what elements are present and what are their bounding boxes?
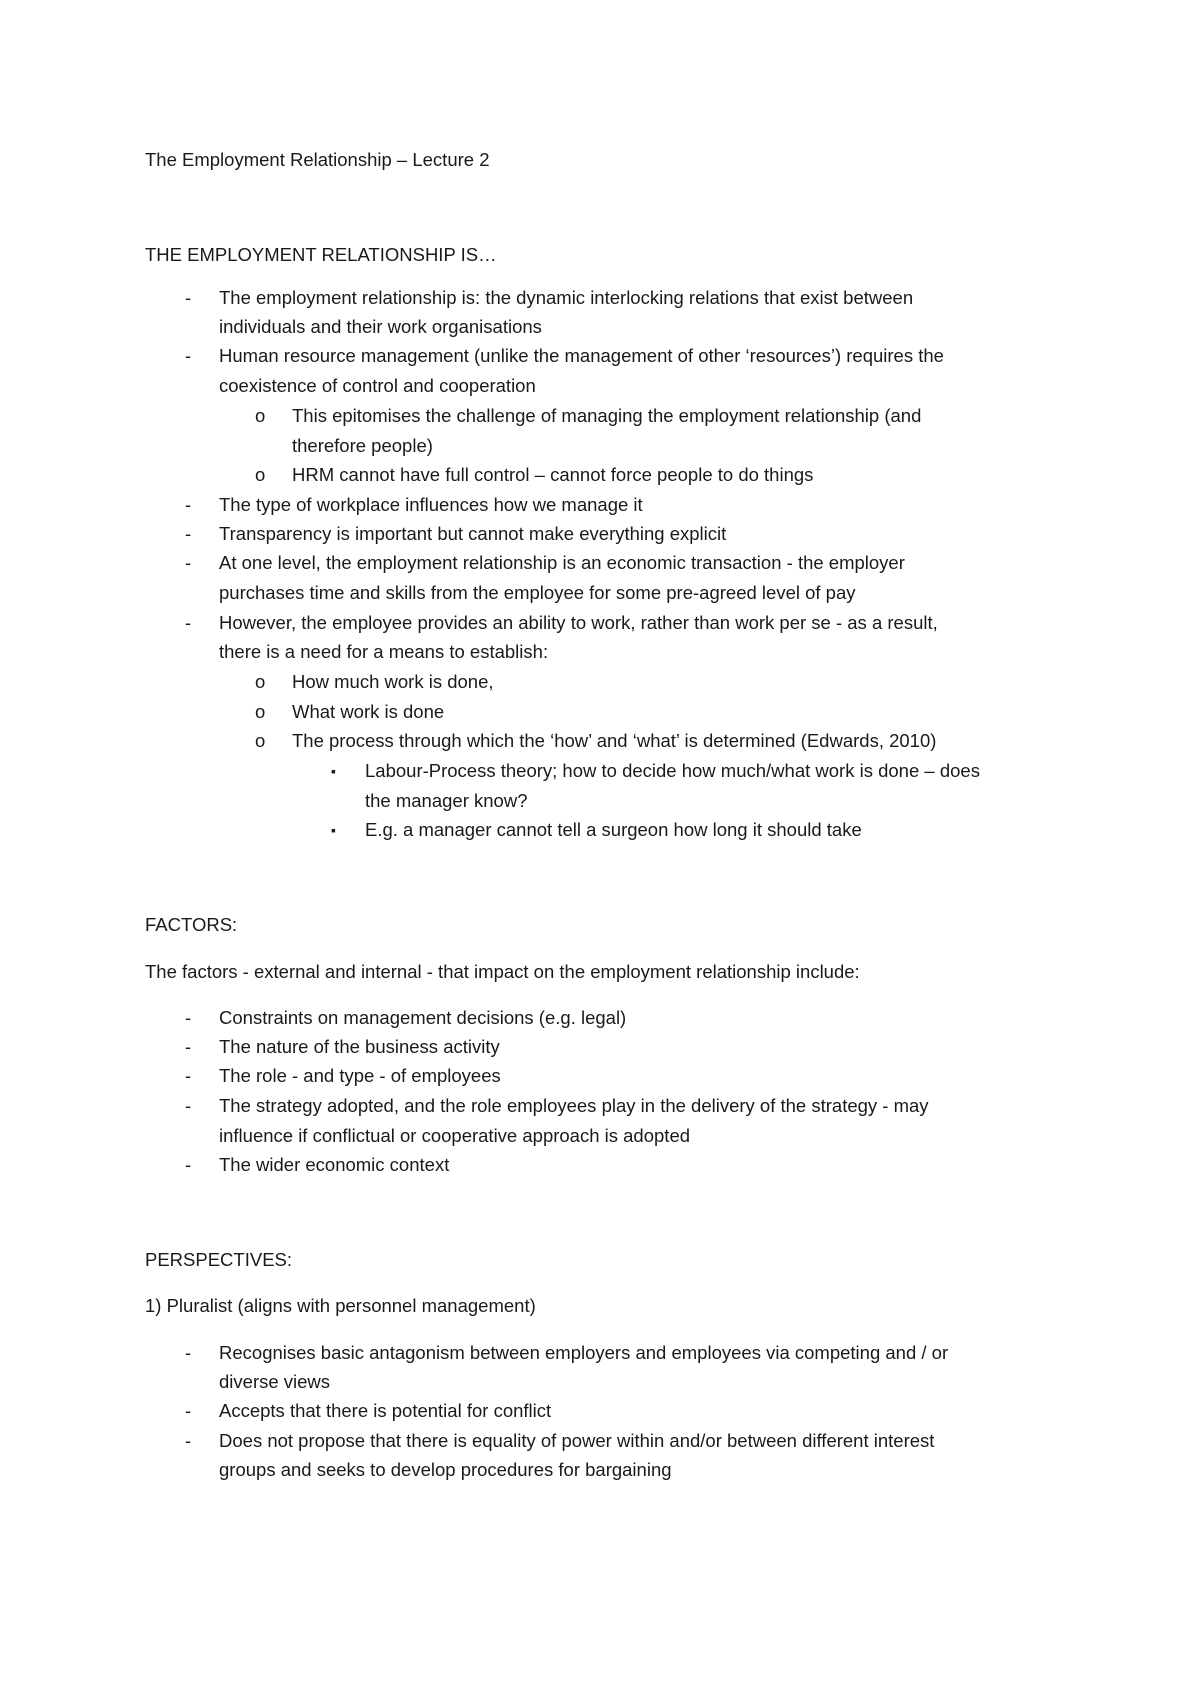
section-heading-factors: FACTORS:: [145, 914, 238, 935]
dash-marker: -: [185, 1430, 192, 1451]
list-item-continuation: diverse views: [219, 1371, 331, 1392]
list-item: Transparency is important but cannot make everything explicit: [219, 523, 727, 544]
document-title: The Employment Relationship – Lecture 2: [145, 149, 490, 170]
list-item-continuation: individuals and their work organisations: [219, 316, 542, 337]
dash-marker: -: [185, 494, 192, 515]
list-item: Does not propose that there is equality of power within and/or between different interest: [219, 1430, 935, 1451]
list-item: Accepts that there is potential for conflict: [219, 1400, 552, 1421]
section-heading-perspectives: PERSPECTIVES:: [145, 1249, 293, 1270]
list-item: Constraints on management decisions (e.g. legal): [219, 1007, 627, 1028]
list-item: The employment relationship is: the dynamic interlocking relations that exist between: [219, 287, 914, 308]
dash-marker: -: [185, 1036, 192, 1057]
dash-marker: -: [185, 1095, 192, 1116]
circle-marker: o: [255, 730, 266, 751]
dash-marker: -: [185, 523, 192, 544]
dash-marker: -: [185, 287, 192, 308]
sub-list-item: The process through which the ‘how’ and ‘what’ is determined (Edwards, 2010): [292, 730, 937, 751]
list-item: The role - and type - of employees: [219, 1065, 501, 1086]
section-heading-relationship: THE EMPLOYMENT RELATIONSHIP IS…: [145, 244, 497, 265]
dash-marker: -: [185, 1007, 192, 1028]
tertiary-list-item-continuation: the manager know?: [365, 790, 528, 811]
list-item: The nature of the business activity: [219, 1036, 500, 1057]
list-item-continuation: purchases time and skills from the employee for some pre-agreed level of pay: [219, 582, 856, 603]
dash-marker: -: [185, 1154, 192, 1175]
square-marker: ▪: [331, 822, 336, 838]
subheading: 1) Pluralist (aligns with personnel management): [145, 1295, 536, 1316]
tertiary-list-item: Labour-Process theory; how to decide how much/what work is done – does: [365, 760, 980, 781]
dash-marker: -: [185, 1065, 192, 1086]
list-item: The wider economic context: [219, 1154, 450, 1175]
sub-list-item: How much work is done,: [292, 671, 494, 692]
list-item-continuation: coexistence of control and cooperation: [219, 375, 536, 396]
list-item: However, the employee provides an ability to work, rather than work per se - as a result,: [219, 612, 938, 633]
dash-marker: -: [185, 1342, 192, 1363]
dash-marker: -: [185, 612, 192, 633]
list-item: The type of workplace influences how we manage it: [219, 494, 643, 515]
dash-marker: -: [185, 345, 192, 366]
circle-marker: o: [255, 671, 266, 692]
list-item-continuation: there is a need for a means to establish:: [219, 641, 549, 662]
tertiary-list-item: E.g. a manager cannot tell a surgeon how long it should take: [365, 819, 862, 840]
list-item: Human resource management (unlike the management of other ‘resources’) requires the: [219, 345, 944, 366]
circle-marker: o: [255, 464, 266, 485]
list-item: The strategy adopted, and the role employees play in the delivery of the strategy - may: [219, 1095, 929, 1116]
sub-list-item: What work is done: [292, 701, 445, 722]
list-item: Recognises basic antagonism between employers and employees via competing and / or: [219, 1342, 949, 1363]
list-item: At one level, the employment relationship is an economic transaction - the employer: [219, 552, 905, 573]
sub-list-item: This epitomises the challenge of managing the employment relationship (and: [292, 405, 922, 426]
dash-marker: -: [185, 552, 192, 573]
sub-list-item-continuation: therefore people): [292, 435, 433, 456]
list-item-continuation: groups and seeks to develop procedures for bargaining: [219, 1459, 672, 1480]
list-item-continuation: influence if conflictual or cooperative approach is adopted: [219, 1125, 691, 1146]
circle-marker: o: [255, 405, 266, 426]
sub-list-item: HRM cannot have full control – cannot force people to do things: [292, 464, 814, 485]
paragraph: The factors - external and internal - that impact on the employment relationship include:: [145, 961, 860, 982]
circle-marker: o: [255, 701, 266, 722]
square-marker: ▪: [331, 763, 336, 779]
dash-marker: -: [185, 1400, 192, 1421]
